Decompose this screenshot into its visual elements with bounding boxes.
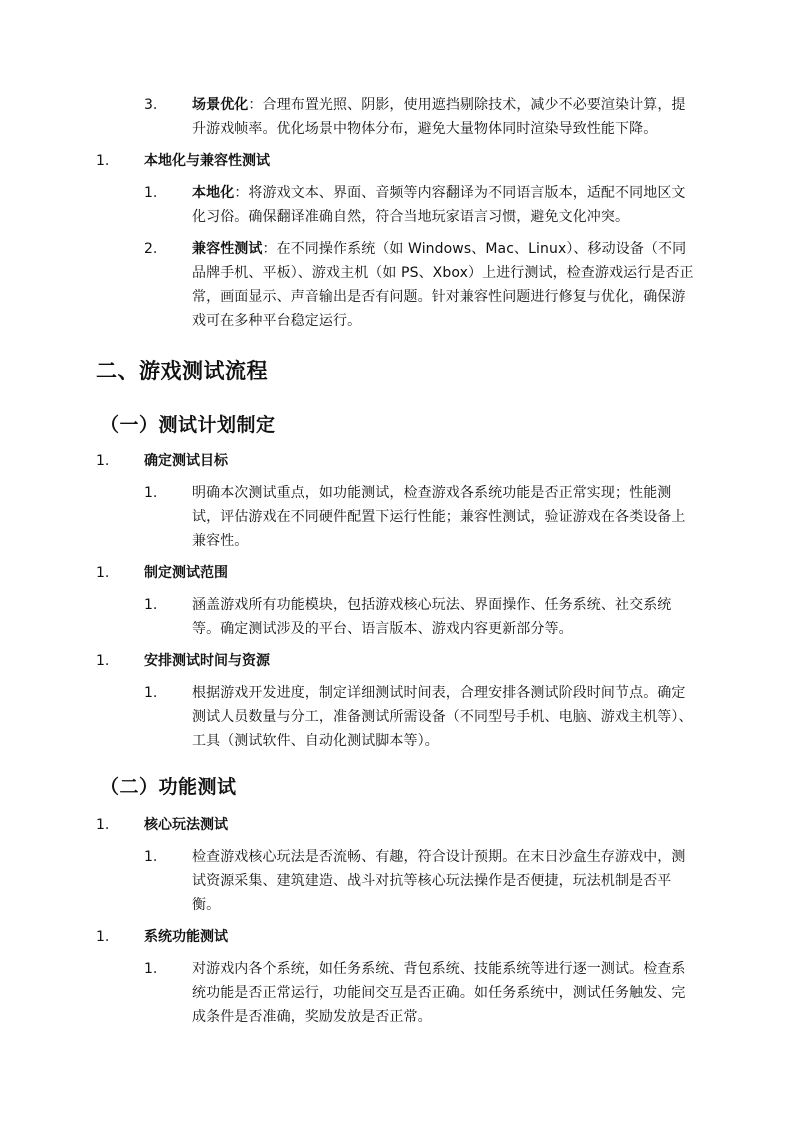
subheading-test-scope: 制定测试范围 (144, 565, 228, 581)
separator: ： (234, 185, 249, 201)
list-item-localization (192, 181, 698, 229)
list-number: 2. (144, 241, 158, 257)
list-number: 1. (144, 685, 158, 701)
separator: ： (262, 241, 277, 257)
item-text: 在不同操作系统（如 Windows、Mac、Linux）、移动设备（不同品牌手机、平板）、游戏主机（如 PS、Xbox）上进行测试，检查游戏运行是否正常，画面显示、声音输出是否有问题。针对兼容性问题进行修复与优化，确保游戏可在多种平台稳定运行。 (192, 241, 694, 329)
separator: ： (248, 97, 263, 113)
list-number: 1. (96, 565, 110, 581)
list-item-core-gameplay: 检查游戏核心玩法是否流畅、有趣，符合设计预期。在末日沙盒生存游戏中，测试资源采集、建筑建造、战斗对抗等核心玩法操作是否便捷，玩法机制是否平衡。 (192, 849, 686, 913)
list-number: 1. (144, 185, 158, 201)
subheading-test-goals: 确定测试目标 (144, 453, 228, 469)
list-number: 1. (96, 817, 110, 833)
list-item-schedule-resources: 根据游戏开发进度，制定详细测试时间表，合理安排各测试阶段时间节点。确定测试人员数量与分工，准备测试所需设备（不同型号手机、电脑、游戏主机等）、工具（测试软件、自动化测试脚本等）。 (192, 685, 693, 749)
list-number: 1. (144, 485, 158, 501)
item-text: 将游戏文本、界面、音频等内容翻译为不同语言版本，适配不同地区文化习俗。确保翻译准确自然，符合当地玩家语言习惯，避免文化冲突。 (192, 185, 686, 225)
list-number: 1. (96, 929, 110, 945)
list-item-scene-optimization (192, 93, 698, 141)
term-label: 兼容性测试 (192, 241, 263, 257)
section-heading-test-process: 二、游戏测试流程 (96, 359, 268, 383)
subheading-localization-compatibility: 本地化与兼容性测试 (144, 153, 270, 169)
list-number: 3. (144, 97, 158, 113)
subheading-system-function: 系统功能测试 (144, 929, 228, 945)
list-item-system-function: 对游戏内各个系统，如任务系统、背包系统、技能系统等进行逐一测试。检查系统功能是否正常运行，功能间交互是否正确。如任务系统中，测试任务触发、完成条件是否准确，奖励发放是否正常。 (192, 961, 686, 1025)
term-label: 本地化 (192, 185, 235, 201)
list-item-test-goals: 明确本次测试重点，如功能测试，检查游戏各系统功能是否正常实现；性能测试，评估游戏在不同硬件配置下运行性能；兼容性测试，验证游戏在各类设备上兼容性。 (192, 485, 686, 549)
list-number: 1. (144, 849, 158, 865)
list-number: 1. (96, 653, 110, 669)
term-label: 场景优化 (192, 97, 249, 113)
list-item-compatibility-testing (192, 237, 698, 333)
subsection-heading-test-plan: （一）测试计划制定 (100, 414, 276, 436)
list-item-test-scope: 涵盖游戏所有功能模块，包括游戏核心玩法、界面操作、任务系统、社交系统等。确定测试涉及的平台、语言版本、游戏内容更新部分等。 (192, 597, 672, 637)
list-number: 1. (96, 153, 110, 169)
subsection-heading-functional-testing: （二）功能测试 (100, 776, 237, 798)
list-number: 1. (144, 597, 158, 613)
subheading-schedule-resources: 安排测试时间与资源 (144, 653, 270, 669)
subheading-core-gameplay: 核心玩法测试 (144, 817, 228, 833)
list-number: 1. (96, 453, 110, 469)
item-text: 合理布置光照、阴影，使用遮挡剔除技术，减少不必要渲染计算，提升游戏帧率。优化场景中物体分布，避免大量物体同时渲染导致性能下降。 (192, 97, 686, 137)
list-number: 1. (144, 961, 158, 977)
